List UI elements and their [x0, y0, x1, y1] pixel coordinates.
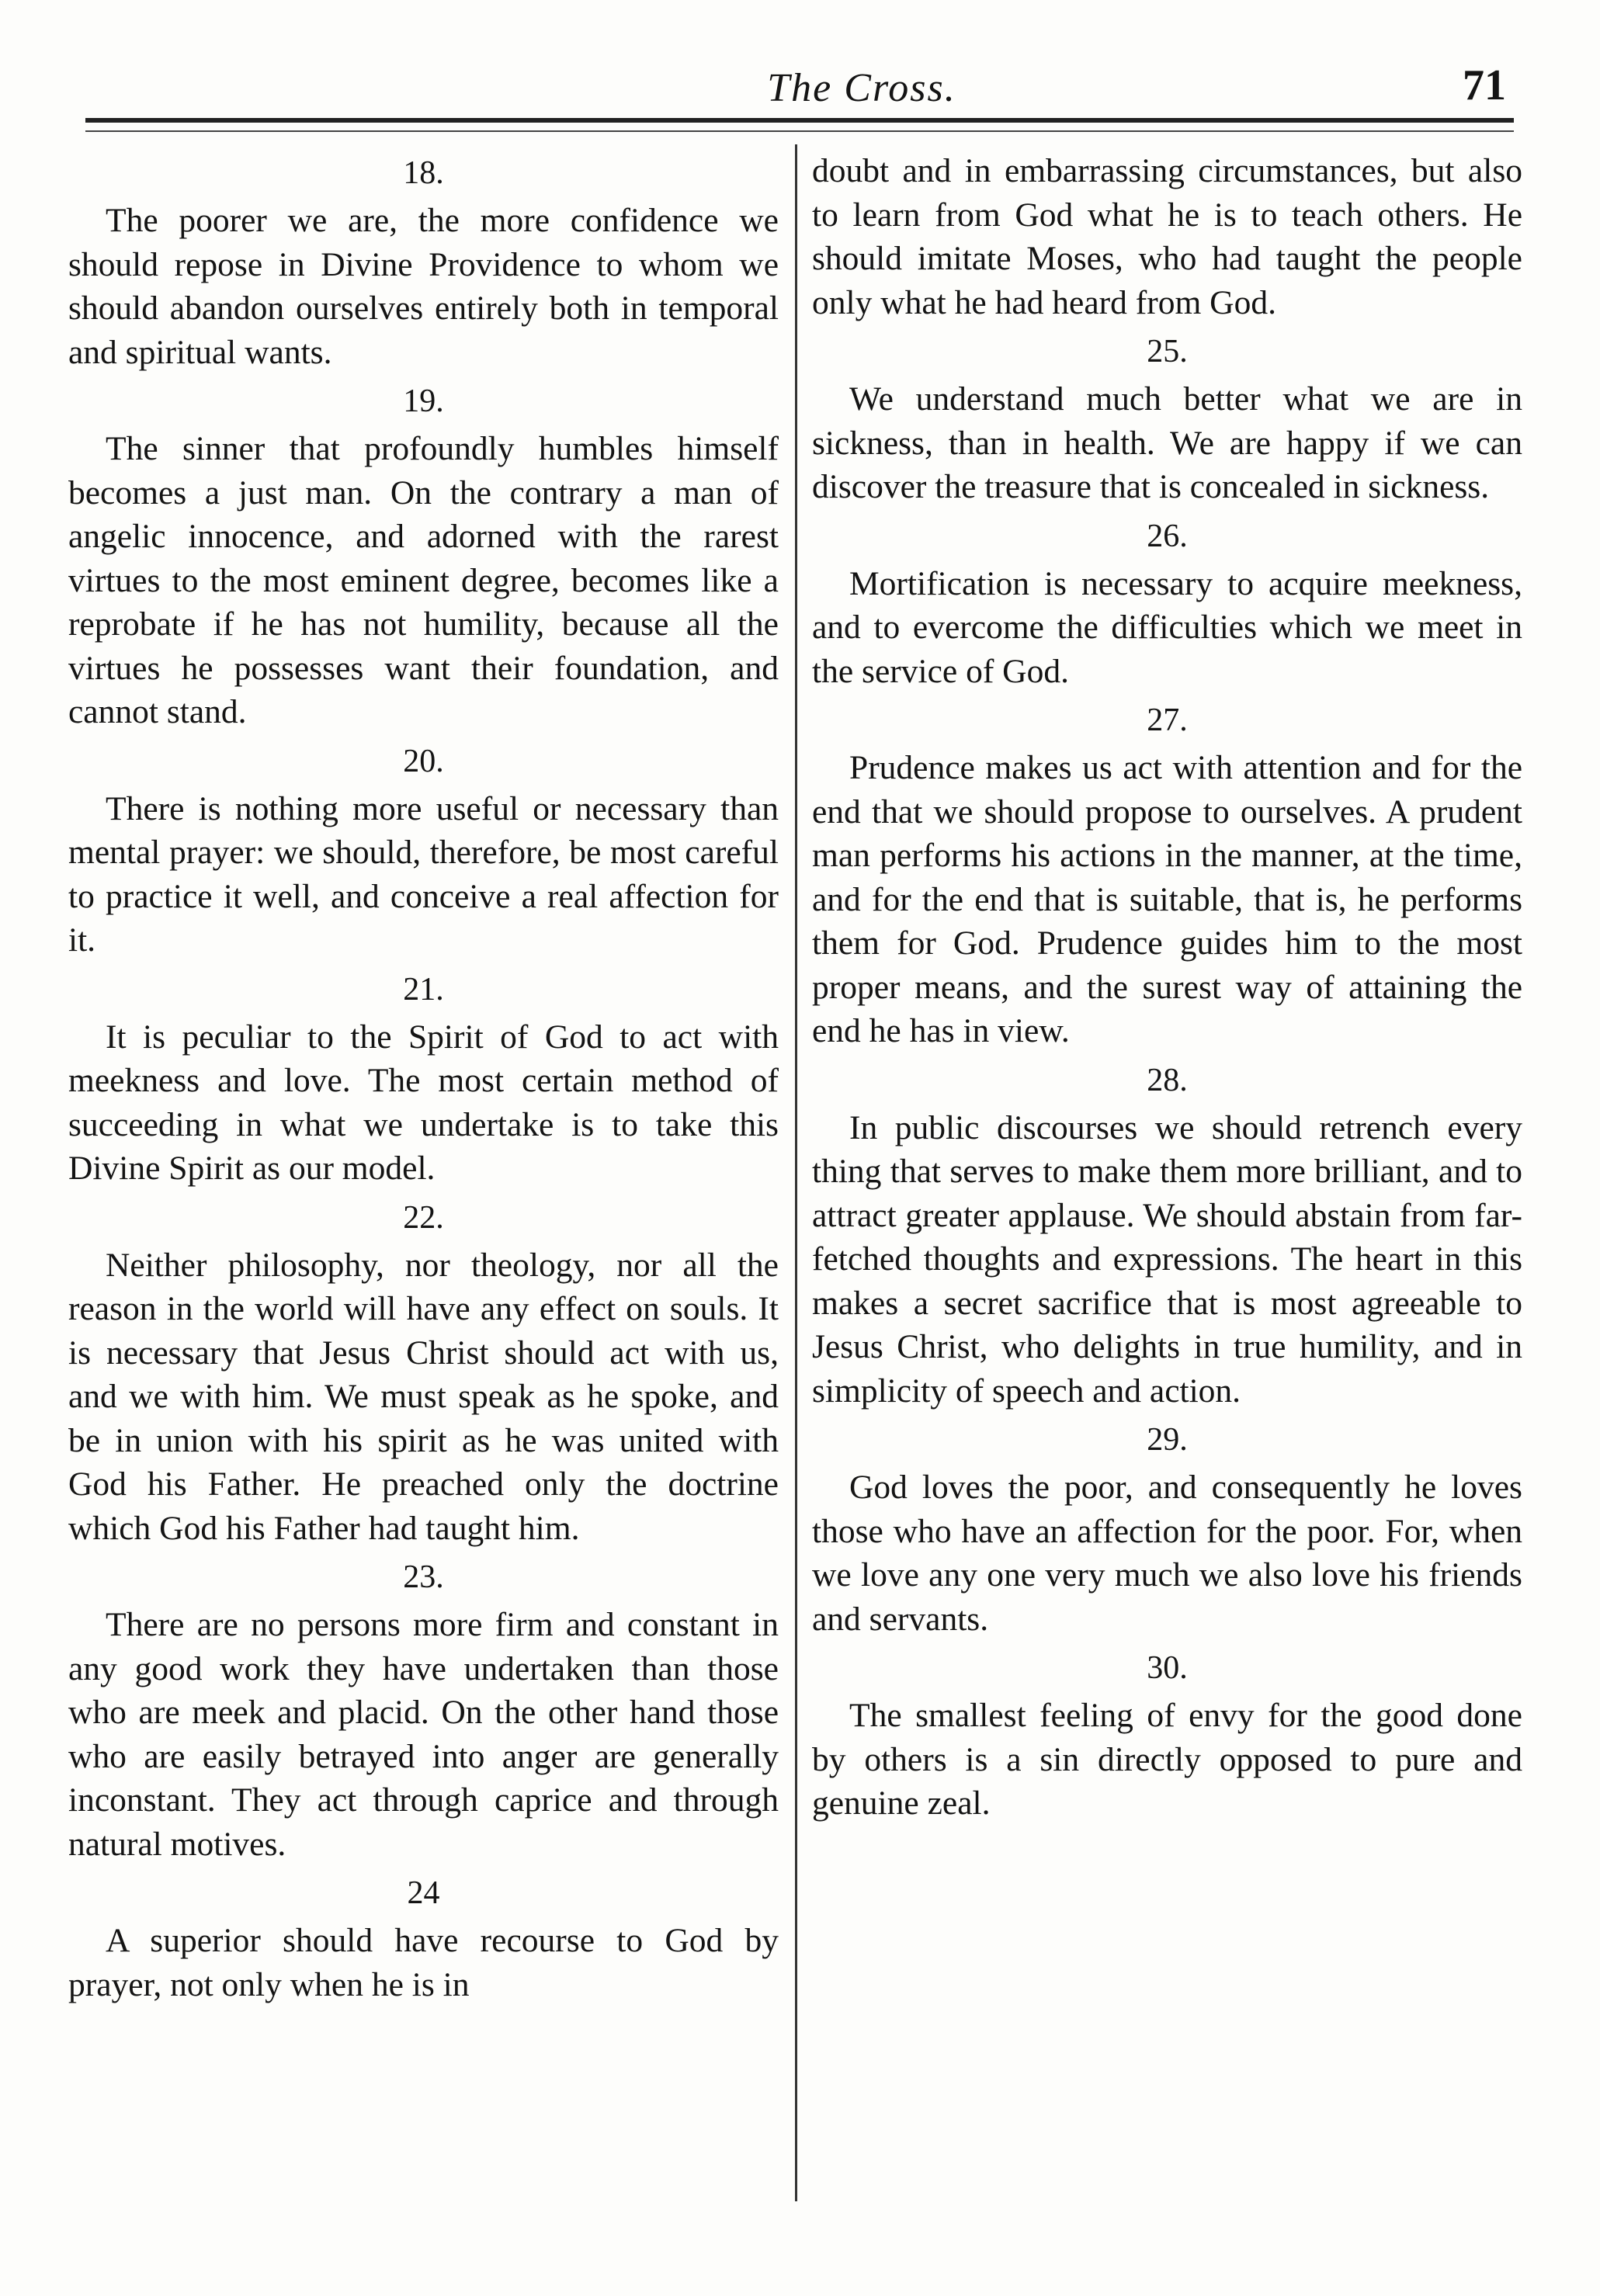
maxim-item — [812, 1058, 1522, 1413]
maxim-number: 28. — [1147, 1062, 1188, 1098]
maxim-item — [812, 1417, 1522, 1641]
maxim-item — [68, 1555, 779, 1866]
maxim-text: The poorer we are, the more confidence we should repose in Divine Providence to whom we should abandon ourselves entirely both in temporal and spiritual wants. — [68, 202, 779, 371]
maxim-text: In public discourses we should retrench every thing that serves to make them more brilliant, and to attract greater applause. We should abstain from far-fetched thoughts and expressions. The heart in this makes a secret sacrifice that is most agreeable to Jesus Christ, who delights in true humility, and in simplicity of speech and action. — [812, 1108, 1522, 1410]
page-number: 71 — [1463, 61, 1506, 109]
maxim-number: 24 — [407, 1875, 440, 1911]
page-header — [78, 54, 1522, 116]
maxim-text: God loves the poor, and consequently he loves those who have an affection for the poor. For, when we love any one very much we also love his friends and servants. — [812, 1469, 1522, 1638]
maxim-text: The sinner that profoundly humbles himself becomes a just man. On the contrary a man of angelic innocence, and adorned with the rarest virtues to the most eminent degree, becomes like a reprobate if he has not humility, because all the virtues he possesses want their foundation, and cannot stand. — [68, 430, 779, 730]
maxim-text: Mortification is necessary to acquire meekness, and to evercome the difficulties which we meet in the service of God. — [812, 564, 1522, 690]
maxim-number: 19. — [403, 383, 444, 419]
maxim-number: 29. — [1147, 1422, 1188, 1458]
maxim-text: doubt and in embarrassing circumstances, but also to learn from God what he is to teach others. He should imitate Moses, who had taught the people only what he had heard from God. — [812, 152, 1522, 321]
maxim-number: 30. — [1147, 1650, 1188, 1686]
maxim-item — [68, 1195, 779, 1551]
running-title: The Cross. — [767, 66, 956, 110]
maxim-item — [68, 739, 779, 962]
maxim-number: 23. — [403, 1559, 444, 1595]
maxim-text: Prudence makes us act with attention and for the end that we should propose to ourselves. A prudent man performs his actions in the manner, at the time, and for the end that is suitable, that is, he performs them for God. Prudence guides him to the most proper means, and the surest way of attaining the end he has in view. — [812, 749, 1522, 1049]
column-divider — [795, 144, 797, 2201]
maxim-text: The smallest feeling of envy for the good done by others is a sin directly opposed to pure and genuine zeal. — [812, 1697, 1522, 1822]
maxim-item — [812, 514, 1522, 694]
left-column — [68, 149, 779, 2011]
maxim-text: Neither philosophy, nor theology, nor all the reason in the world will have any effect on souls. It is necessary that Jesus Christ should act with us, and we with him. We must speak as he spoke, and be in union with his spirit as he was united with God his Father. He preached only the doctrine which God his Father had taught him. — [68, 1246, 779, 1547]
maxim-number: 27. — [1147, 702, 1188, 738]
maxim-number: 20. — [403, 743, 444, 779]
maxim-item — [68, 1871, 779, 2006]
maxim-item — [68, 967, 779, 1191]
maxim-number: 25. — [1147, 334, 1188, 369]
maxim-text: There is nothing more useful or necessary than mental prayer: we should, therefore, be most careful to practice it well, and conceive a real affection for it. — [68, 789, 779, 959]
maxim-text: A superior should have recourse to God by prayer, not only when he is in — [68, 1922, 779, 2003]
header-rule — [85, 118, 1514, 132]
maxim-item — [812, 698, 1522, 1053]
maxim-number: 18. — [403, 155, 444, 191]
maxim-item — [68, 151, 779, 374]
maxim-text: There are no persons more firm and constant in any good work they have undertaken than those who are meek and placid. On the other hand those who are easily betrayed into anger are generally inconstant. They act through caprice and through natural motives. — [68, 1606, 779, 1863]
maxim-item — [812, 1646, 1522, 1826]
maxim-item — [812, 149, 1522, 324]
maxim-item — [68, 379, 779, 734]
maxim-number: 22. — [403, 1199, 444, 1236]
maxim-item — [812, 329, 1522, 509]
maxim-text: We understand much better what we are in sickness, than in health. We are happy if we can discover the treasure that is concealed in sickness. — [812, 380, 1522, 505]
maxim-number: 26. — [1147, 518, 1188, 554]
maxim-number: 21. — [403, 971, 444, 1008]
maxim-text: It is peculiar to the Spirit of God to act with meekness and love. The most certain method of succeeding in what we undertake is to take this Divine Spirit as our model. — [68, 1018, 779, 1187]
right-column — [812, 149, 1522, 1830]
